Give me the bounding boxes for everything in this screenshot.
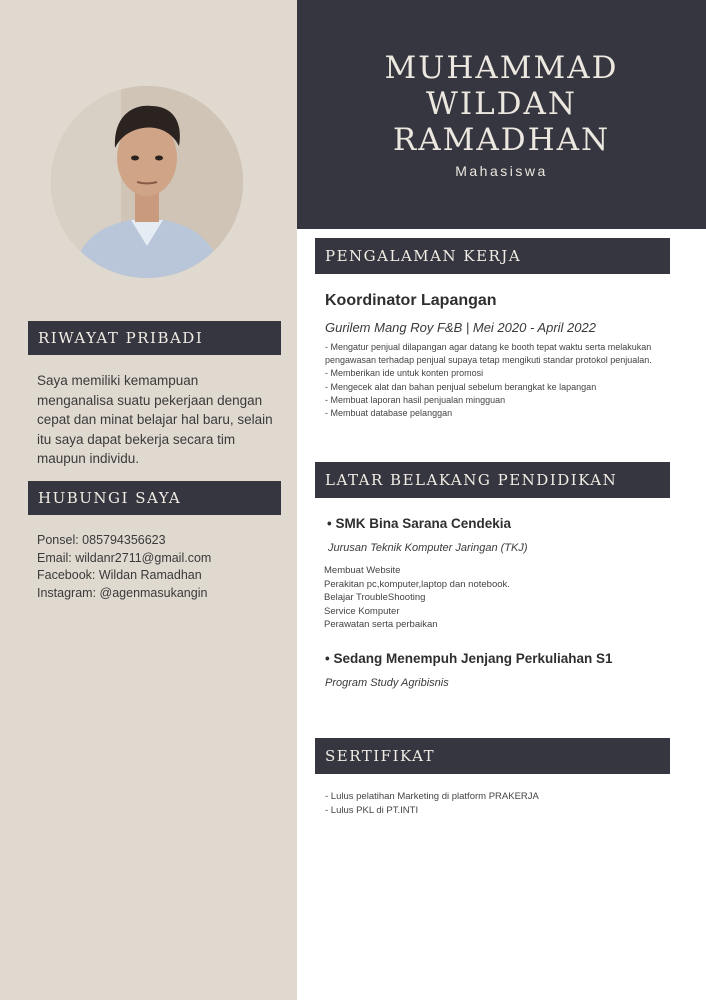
contact-heading: HUBUNGI SAYA (28, 481, 281, 515)
experience-heading: PENGALAMAN KERJA (315, 238, 670, 274)
school-1-name: • SMK Bina Sarana Cendekia (327, 516, 512, 531)
contact-instagram: Instagram: @agenmasukangin (37, 585, 208, 600)
name-line-1: MUHAMMAD (384, 50, 619, 86)
education-heading: LATAR BELAKANG PENDIDIKAN (315, 462, 670, 498)
about-heading: RIWAYAT PRIBADI (28, 321, 281, 355)
list-item: - Membuat database pelanggan (325, 408, 453, 419)
name-line-2: WILDAN (425, 86, 578, 122)
list-item: - Mengecek alat dan bahan penjual sebelum berangkat ke lapangan (325, 381, 597, 392)
list-item: - Mengatur penjual dilapangan agar datang ke booth tepat waktu serta melakukan pengawasan terhadap penjual supaya tetap mengikuti standar protokol penjualan. (325, 342, 652, 366)
list-item: - Lulus pelatihan Marketing di platform PRAKERJA (325, 791, 539, 802)
school-1-skills-list (324, 564, 510, 632)
certificates-list (325, 790, 539, 817)
profile-photo-illustration (51, 86, 243, 278)
list-item: Membuat Website (324, 565, 401, 576)
job-title: Koordinator Lapangan (325, 292, 497, 309)
certificates-heading: SERTIFIKAT (315, 738, 670, 774)
list-item: Service Komputer (324, 605, 400, 617)
list-item: Belajar TroubleShooting (324, 592, 426, 603)
profile-photo (51, 86, 243, 278)
contact-list (37, 532, 287, 602)
list-item: Perawatan serta perbaikan (324, 619, 438, 630)
list-item: - Memberikan ide untuk konten promosi (325, 368, 484, 379)
school-2-major: Program Study Agribisnis (325, 677, 449, 689)
person-role: Mahasiswa (455, 163, 548, 179)
list-item: Perakitan pc,komputer,laptop dan notebook. (324, 578, 510, 590)
name-line-3: RAMADHAN (392, 122, 611, 158)
contact-phone: Ponsel: 085794356623 (37, 533, 166, 547)
school-2-name: • Sedang Menempuh Jenjang Perkuliahan S1 (325, 651, 613, 666)
job-duties-list (325, 341, 655, 420)
contact-facebook: Facebook: Wildan Ramadhan (37, 568, 202, 582)
list-item: - Membuat laporan hasil penjualan mingguan (325, 394, 506, 405)
school-1-major: Jurusan Teknik Komputer Jaringan (TKJ) (328, 542, 528, 554)
contact-email: Email: wildanr2711@gmail.com (37, 550, 212, 565)
list-item: - Lulus PKL di PT.INTI (325, 804, 419, 816)
about-text: Saya memiliki kemampuan menganalisa suatu pekerjaan dengan cepat dan minat belajar hal baru, selain itu saya dapat bekerja secara tim maupun individu. (37, 373, 273, 466)
job-meta: Gurilem Mang Roy F&B | Mei 2020 - April 2022 (325, 320, 596, 335)
person-name (297, 50, 706, 158)
